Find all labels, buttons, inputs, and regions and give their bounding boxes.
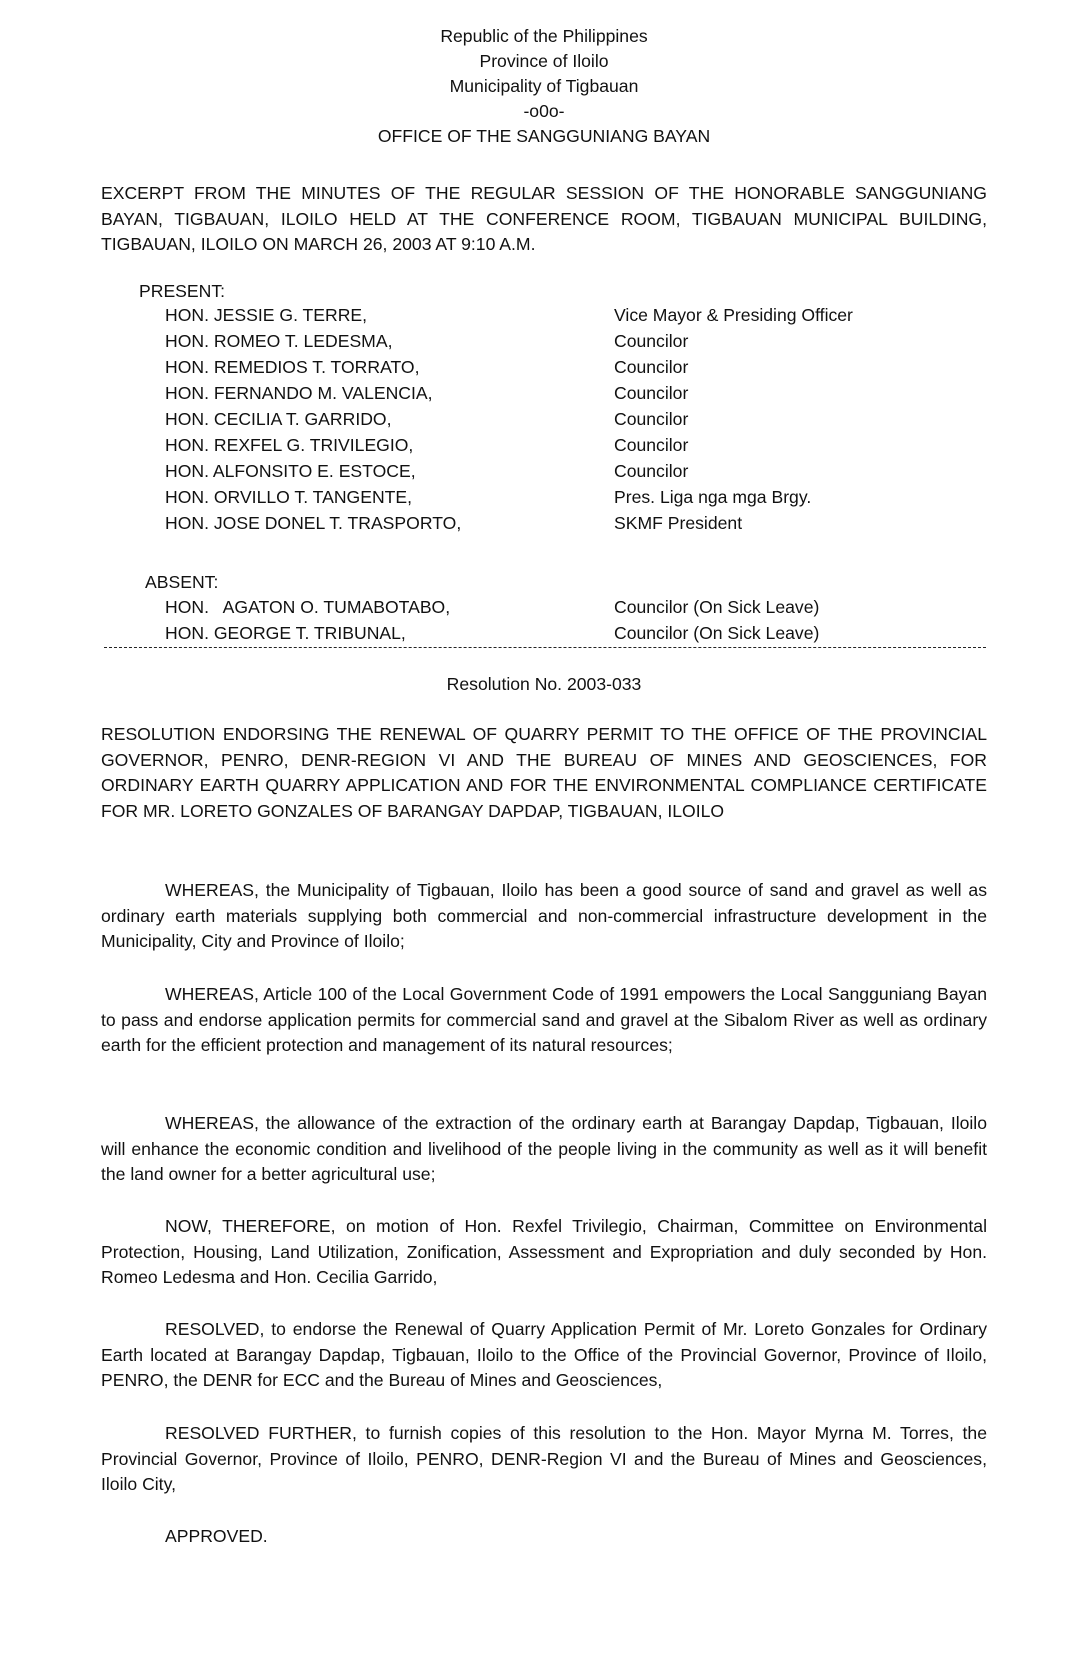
member-name: HON. ALFONSITO E. ESTOCE, [165, 461, 416, 481]
member-name: HON. AGATON O. TUMABOTABO, [165, 597, 451, 617]
present-row [165, 381, 1005, 407]
member-name: HON. ROMEO T. LEDESMA, [165, 331, 393, 351]
present-row [165, 355, 1005, 381]
section-divider [104, 647, 986, 648]
member-name: HON. FERNANDO M. VALENCIA, [165, 383, 433, 403]
header-republic: Republic of the Philippines [440, 26, 648, 46]
resolution-title: RESOLUTION ENDORSING THE RENEWAL OF QUARRY PERMIT TO THE OFFICE OF THE PROVINCIAL GOVERNOR, PENRO, DENR-REGION VI AND THE BUREAU OF MINES AND GEOSCIENCES, FOR ORDINARY EARTH QUARRY APPLICATION AND FOR THE ENVIRONMENTAL COMPLIANCE CERTIFICATE FOR MR. LORETO GONZALES OF BARANGAY DAPDAP, TIGBAUAN, ILOILO [101, 724, 987, 821]
header-municipality: Municipality of Tigbauan [449, 76, 639, 96]
header-separator: -o0o- [523, 101, 565, 121]
absent-row [165, 621, 1005, 647]
present-row [165, 433, 1005, 459]
member-name: HON. ORVILLO T. TANGENTE, [165, 487, 413, 507]
member-position: Councilor [614, 435, 689, 455]
present-label: PRESENT: [139, 281, 226, 301]
document-header [0, 24, 1088, 149]
present-row [165, 303, 1005, 329]
whereas-paragraph-3: WHEREAS, the allowance of the extraction of the ordinary earth at Barangay Dapdap, Tigbauan, Iloilo will enhance the economic condition and livelihood of the people living in the community as well as it will benefit the land owner for a better agricultural use; [101, 1113, 987, 1184]
member-position: Councilor [614, 409, 689, 429]
absent-label: ABSENT: [145, 572, 219, 592]
member-position: Councilor [614, 357, 689, 377]
excerpt-paragraph: EXCERPT FROM THE MINUTES OF THE REGULAR SESSION OF THE HONORABLE SANGGUNIANG BAYAN, TIGBAUAN, ILOILO HELD AT THE CONFERENCE ROOM, TIGBAUAN MUNICIPAL BUILDING, TIGBAUAN, ILOILO ON MARCH 26, 2003 AT 9:10 A.M. [101, 183, 987, 254]
member-position: Councilor [614, 461, 689, 481]
member-position: Councilor (On Sick Leave) [614, 597, 820, 617]
member-name: HON. GEORGE T. TRIBUNAL, [165, 623, 406, 643]
present-row [165, 459, 1005, 485]
resolution-number: Resolution No. 2003-033 [446, 674, 642, 694]
resolved-paragraph: RESOLVED, to endorse the Renewal of Quarry Application Permit of Mr. Loreto Gonzales for Ordinary Earth located at Barangay Dapdap, Tigbauan, Iloilo to the Office of the Provincial Governor, Province of Iloilo, PENRO, the DENR for ECC and the Bureau of Mines and Geosciences, [101, 1319, 987, 1390]
member-position: Pres. Liga nga mga Brgy. [614, 487, 812, 507]
approved-text: APPROVED. [165, 1526, 268, 1546]
member-position: SKMF President [614, 513, 743, 533]
present-row [165, 407, 1005, 433]
present-row [165, 485, 1005, 511]
now-therefore-paragraph: NOW, THEREFORE, on motion of Hon. Rexfel Trivilegio, Chairman, Committee on Environmental Protection, Housing, Land Utilization, Zonification, Assessment and Expropriation and duly seconded by Hon. Romeo Ledesma and Hon. Cecilia Garrido, [101, 1216, 987, 1287]
whereas-paragraph-1: WHEREAS, the Municipality of Tigbauan, Iloilo has been a good source of sand and gravel as well as ordinary earth materials supplying both commercial and non-commercial infrastructure development in the Municipality, City and Province of Iloilo; [101, 880, 987, 951]
present-row [165, 511, 1005, 537]
member-position: Councilor [614, 331, 689, 351]
header-province: Province of Iloilo [479, 51, 609, 71]
member-name: HON. REMEDIOS T. TORRATO, [165, 357, 420, 377]
member-name: HON. CECILIA T. GARRIDO, [165, 409, 392, 429]
member-position: Councilor [614, 383, 689, 403]
member-name: HON. JOSE DONEL T. TRASPORTO, [165, 513, 462, 533]
resolved-further-paragraph: RESOLVED FURTHER, to furnish copies of this resolution to the Hon. Mayor Myrna M. Torres, the Provincial Governor, Province of Iloilo, PENRO, DENR-Region VI and the Bureau of Mines and Geosciences, Iloilo City, [101, 1423, 987, 1494]
member-position: Vice Mayor & Presiding Officer [614, 305, 853, 325]
present-row [165, 329, 1005, 355]
member-position: Councilor (On Sick Leave) [614, 623, 820, 643]
absent-row [165, 595, 1005, 621]
header-office: OFFICE OF THE SANGGUNIANG BAYAN [377, 126, 711, 146]
member-name: HON. REXFEL G. TRIVILEGIO, [165, 435, 414, 455]
member-name: HON. JESSIE G. TERRE, [165, 305, 368, 325]
whereas-paragraph-2: WHEREAS, Article 100 of the Local Government Code of 1991 empowers the Local Sangguniang Bayan to pass and endorse application permits for commercial sand and gravel at the Sibalom River as well as ordinary earth for the efficient protection and management of its natural resources; [101, 984, 987, 1055]
